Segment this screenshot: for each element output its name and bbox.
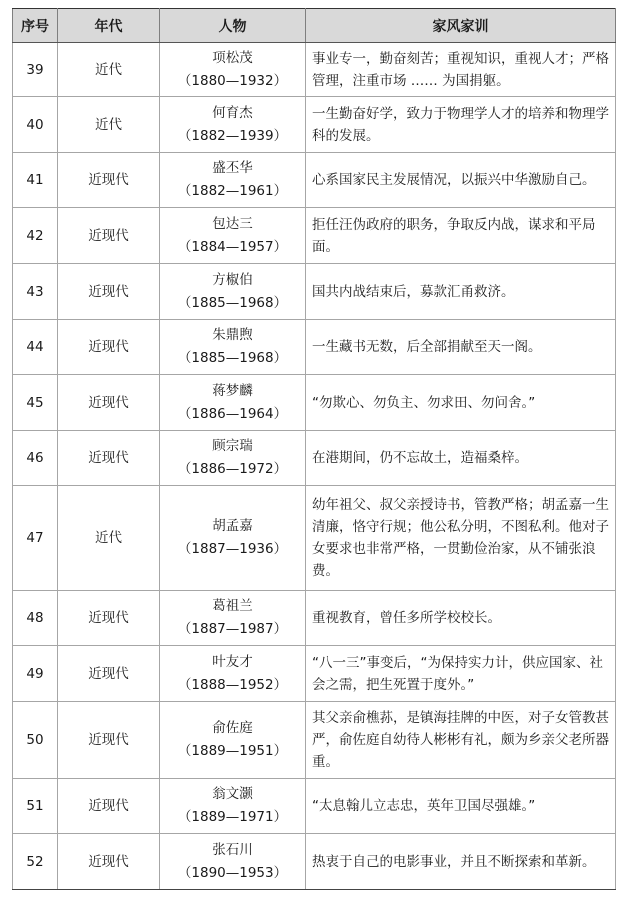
table-row xyxy=(13,375,616,431)
person-name: 朱鼎煦 xyxy=(212,327,253,343)
cell-person xyxy=(160,320,306,375)
cell-person xyxy=(160,97,306,153)
cell-era: 近代 xyxy=(58,43,160,97)
cell-index: 50 xyxy=(13,702,58,779)
cell-family-tradition: 一生勤奋好学，致力于物理学人才的培养和物理学科的发展。 xyxy=(306,97,616,153)
person-years: （1889—1971） xyxy=(177,809,288,825)
cell-family-tradition: “太息翰儿立志忠，英年卫国尽强雄。” xyxy=(306,779,616,834)
cell-era: 近现代 xyxy=(58,320,160,375)
cell-person xyxy=(160,153,306,208)
cell-index: 45 xyxy=(13,375,58,431)
cell-index: 44 xyxy=(13,320,58,375)
cell-person xyxy=(160,702,306,779)
cell-family-tradition: 拒任汪伪政府的职务，争取反内战，谋求和平局面。 xyxy=(306,208,616,264)
cell-index: 51 xyxy=(13,779,58,834)
cell-family-tradition: 热衷于自己的电影事业，并且不断探索和革新。 xyxy=(306,834,616,890)
person-name: 方椒伯 xyxy=(212,271,253,288)
cell-era: 近现代 xyxy=(58,153,160,208)
person-years: （1886—1964） xyxy=(177,405,288,422)
cell-family-tradition: 在港期间，仍不忘故土，造福桑梓。 xyxy=(306,431,616,486)
person-years: （1887—1987） xyxy=(177,621,288,637)
cell-era: 近现代 xyxy=(58,431,160,486)
table-row xyxy=(13,320,616,375)
person-years: （1889—1951） xyxy=(177,743,288,759)
table-container xyxy=(12,8,615,890)
cell-era: 近现代 xyxy=(58,375,160,431)
table-row xyxy=(13,591,616,646)
cell-index: 52 xyxy=(13,834,58,890)
table-header xyxy=(13,9,616,43)
table-row xyxy=(13,431,616,486)
person-name: 叶友才 xyxy=(212,653,253,670)
person-years: （1890—1953） xyxy=(177,864,288,881)
cell-family-tradition: 事业专一，勤奋刻苦；重视知识，重视人才；严格管理，注重市场 …… 为国捐躯。 xyxy=(306,43,616,97)
person-name: 盛丕华 xyxy=(212,160,253,176)
person-years: （1888—1952） xyxy=(177,676,288,693)
cell-family-tradition: “八一三”事变后，“为保持实力计，供应国家、社会之需，把生死置于度外。” xyxy=(306,646,616,702)
table-row xyxy=(13,702,616,779)
cell-era: 近现代 xyxy=(58,779,160,834)
cell-index: 46 xyxy=(13,431,58,486)
cell-person xyxy=(160,375,306,431)
table-row xyxy=(13,43,616,97)
cell-era: 近现代 xyxy=(58,208,160,264)
cell-person xyxy=(160,591,306,646)
person-name: 蒋梦麟 xyxy=(212,382,253,399)
person-years: （1882—1961） xyxy=(177,183,288,199)
cell-family-tradition: 国共内战结束后，募款汇甬救济。 xyxy=(306,264,616,320)
cell-person xyxy=(160,431,306,486)
cell-index: 49 xyxy=(13,646,58,702)
person-name: 项松茂 xyxy=(212,49,253,66)
person-name: 张石川 xyxy=(212,841,253,858)
cell-index: 48 xyxy=(13,591,58,646)
header-person: 人物 xyxy=(160,9,306,43)
header-row xyxy=(13,9,616,43)
cell-index: 41 xyxy=(13,153,58,208)
cell-era: 近代 xyxy=(58,486,160,591)
header-index: 序号 xyxy=(13,9,58,43)
cell-era: 近代 xyxy=(58,97,160,153)
cell-index: 40 xyxy=(13,97,58,153)
table-row xyxy=(13,834,616,890)
cell-family-tradition: 重视教育，曾任多所学校校长。 xyxy=(306,591,616,646)
header-era: 年代 xyxy=(58,9,160,43)
person-name: 何育杰 xyxy=(212,104,253,121)
person-years: （1880—1932） xyxy=(177,72,288,89)
family-tradition-table xyxy=(12,8,616,890)
table-row xyxy=(13,97,616,153)
person-name: 包达三 xyxy=(212,215,253,232)
table-row xyxy=(13,153,616,208)
person-years: （1885—1968） xyxy=(177,350,288,366)
table-row xyxy=(13,646,616,702)
cell-era: 近现代 xyxy=(58,702,160,779)
person-name: 翁文灏 xyxy=(212,786,253,802)
cell-person xyxy=(160,208,306,264)
header-family-tradition: 家风家训 xyxy=(306,9,616,43)
table-row xyxy=(13,486,616,591)
person-years: （1887—1936） xyxy=(177,541,288,557)
cell-era: 近现代 xyxy=(58,591,160,646)
person-name: 顾宗瑞 xyxy=(212,438,253,454)
cell-family-tradition: 一生藏书无数，后全部捐献至天一阁。 xyxy=(306,320,616,375)
cell-person xyxy=(160,264,306,320)
cell-person xyxy=(160,779,306,834)
cell-family-tradition: “勿欺心、勿负主、勿求田、勿问舍。” xyxy=(306,375,616,431)
cell-index: 47 xyxy=(13,486,58,591)
cell-person xyxy=(160,646,306,702)
person-name: 胡孟嘉 xyxy=(212,518,253,534)
cell-person xyxy=(160,834,306,890)
person-years: （1886—1972） xyxy=(177,461,288,477)
cell-era: 近现代 xyxy=(58,646,160,702)
cell-index: 39 xyxy=(13,43,58,97)
cell-era: 近现代 xyxy=(58,834,160,890)
cell-family-tradition: 幼年祖父、叔父亲授诗书，管教严格；胡孟嘉一生清廉，恪守行规；他公私分明，不图私利。他对子女要求也非常严格，一贯勤俭治家，从不铺张浪费。 xyxy=(306,486,616,591)
table-body xyxy=(13,43,616,890)
person-years: （1884—1957） xyxy=(177,238,288,255)
cell-person xyxy=(160,43,306,97)
cell-family-tradition: 心系国家民主发展情况，以振兴中华激励自己。 xyxy=(306,153,616,208)
table-row xyxy=(13,264,616,320)
cell-index: 42 xyxy=(13,208,58,264)
cell-person xyxy=(160,486,306,591)
table-row xyxy=(13,208,616,264)
cell-family-tradition: 其父亲俞樵荪，是镇海挂牌的中医，对子女管教甚严，俞佐庭自幼待人彬彬有礼，颇为乡亲父老所器重。 xyxy=(306,702,616,779)
cell-index: 43 xyxy=(13,264,58,320)
cell-era: 近现代 xyxy=(58,264,160,320)
person-years: （1885—1968） xyxy=(177,294,288,311)
person-name: 俞佐庭 xyxy=(212,720,253,736)
table-row xyxy=(13,779,616,834)
person-years: （1882—1939） xyxy=(177,127,288,144)
person-name: 葛祖兰 xyxy=(212,598,253,614)
